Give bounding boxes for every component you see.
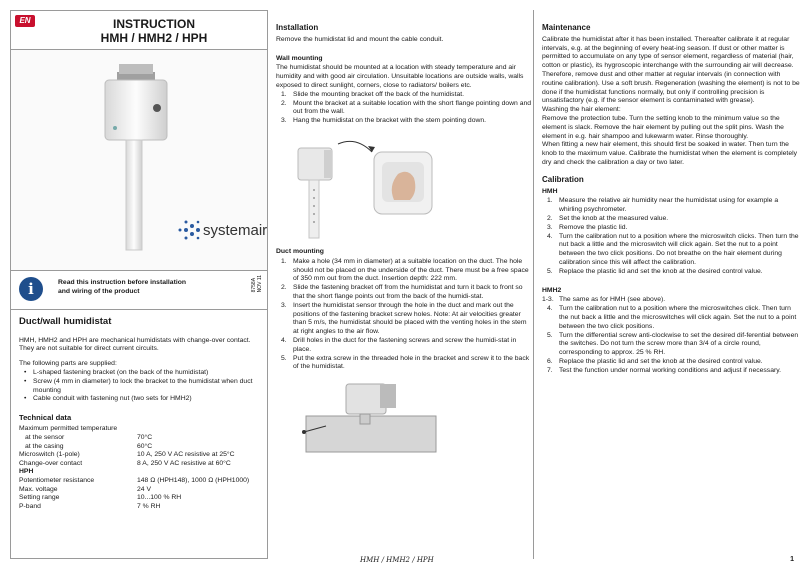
table-row xyxy=(19,443,249,452)
page-number: 1 xyxy=(790,556,794,563)
step-text: Turn the calibration nut to a position where the microswitches click. Then turn the nut back a little and the microswitches will click again. Set the nut to a point between the two click positions. xyxy=(559,305,797,330)
table-row xyxy=(19,477,249,486)
list-item xyxy=(542,296,800,305)
list-item: 4. Turn the calibration nut to a position where the microswitches click. Then turn the nut back a little and the microswitches will click again. Set the nut to a point between the two click positions. xyxy=(547,305,797,330)
step-text: Replace the plastic lid and set the knob at the desired control value. xyxy=(559,267,763,275)
duct-mount-figure xyxy=(276,376,533,454)
list-item: 5. Turn the differential screw anti-clockwise to set the desired dif-ferential between the switches. Do not turn the screw more than 3/4 of a circle round, corresponding to approx. 25 % RH. xyxy=(547,331,799,357)
language-badge: EN xyxy=(15,15,35,27)
table-row xyxy=(19,503,249,512)
section-heading: Duct/wall humidistat xyxy=(19,316,112,327)
list-item: 7. Test the function under normal working conditions and adjust if necessary. xyxy=(547,366,782,374)
intro-section xyxy=(11,310,267,517)
washing-label: Washing the hair element: xyxy=(542,106,621,114)
step-text: Put the extra screw in the threaded hole in the bracket and screw it to the back of the humidistat. xyxy=(293,354,530,371)
hmh2-steps xyxy=(542,296,800,375)
step-text: Turn the differential screw anti-clockwise to set the desired dif-ferential between the switches. Do not turn the screw more than 3/4 of a circle round, corresponding to approx. 25 % RH. xyxy=(559,331,799,357)
intro-paragraph: HMH, HMH2 and HPH are mechanical humidistats with change-over contact. They are not suitable for direct current circuits. xyxy=(19,336,251,353)
list-item: 5. Replace the plastic lid and set the knob at the desired control value. xyxy=(547,267,763,275)
table-key: at the casing xyxy=(25,442,64,450)
doc-code xyxy=(251,275,263,292)
table-value: 7 % RH xyxy=(137,502,161,510)
list-item: 3. Remove the plastic lid. xyxy=(547,223,628,231)
list-item: 4. Drill holes in the duct for the fastening screws and screw the humidi-stat in place. xyxy=(281,336,517,353)
title-line-2: HMH / HMH2 / HPH xyxy=(100,31,208,45)
step-text: Mount the bracket at a suitable location with the short flange pointing down and out from the wall. xyxy=(293,99,532,116)
wall-paragraph: The humidistat should be mounted at a location with steady temperature and air humidity and with good air circulation. Unsuitable locations are outside walls, walls exposed to direct sunlight, corners, close to radiators/ boilers etc. xyxy=(276,64,524,89)
footer-title: HMH / HMH2 / HPH xyxy=(360,556,434,564)
list-item: • Cable conduit with fastening nut (two sets for HMH2) xyxy=(19,395,259,404)
brand-logo-text: systemair xyxy=(203,222,268,239)
installation-heading: Installation xyxy=(276,23,319,32)
wall-mounting-heading: Wall mounting xyxy=(276,54,323,62)
step-text: Measure the relative air humidity near the humidistat using for example a whirling psychrometer. xyxy=(559,197,779,214)
list-item: 3. Hang the humidistat on the bracket with the stem pointing down. xyxy=(281,117,487,125)
step-text: Slide the fastening bracket off from the humidistat and turn it back to front so that the short flange points out from the back of the humidi-stat. xyxy=(293,284,523,300)
step-text: Hang the humidistat on the bracket with the stem pointing down. xyxy=(293,117,487,125)
table-row xyxy=(19,494,249,503)
hmh-steps xyxy=(542,197,800,276)
step-text: Replace the plastic lid and set the knob at the desired control value. xyxy=(559,357,763,365)
wall-mount-figure xyxy=(276,130,533,242)
hmh-heading: HMH xyxy=(542,187,558,195)
table-key: Max. voltage xyxy=(19,485,58,493)
maintenance-heading: Maintenance xyxy=(542,23,591,32)
list-item: 2. Set the knob at the measured value. xyxy=(547,214,669,222)
sensor-stem xyxy=(126,140,142,250)
duct-mounting-heading: Duct mounting xyxy=(276,247,324,255)
technical-table xyxy=(19,434,249,511)
fitting-paragraph: When fitting a new hair element, this should first be soaked in water. Then turn the knob to the maximum value. Calibrate the humidistat when the element is completely dry and check the calibration a day or two later. xyxy=(542,141,798,166)
installation-intro: Remove the humidistat lid and mount the cable conduit. xyxy=(276,35,444,43)
table-value: 70°C xyxy=(137,433,153,441)
notice-box xyxy=(11,271,267,310)
systemair-logo-icon xyxy=(179,221,201,240)
table-value: 148 Ω (HPH148), 1000 Ω (HPH1000) xyxy=(137,476,250,484)
left-column xyxy=(10,10,268,559)
parts-intro: The following parts are supplied: xyxy=(19,359,117,367)
product-photo xyxy=(11,50,267,271)
step-text: The same as for HMH (see above). xyxy=(559,296,666,304)
humidistat-illustration xyxy=(11,50,267,270)
table-value: 24 V xyxy=(137,485,151,493)
table-key: Change-over contact xyxy=(19,459,83,467)
step-text: Slide the mounting bracket off the back of the humidistat. xyxy=(293,90,465,98)
table-key: P-band xyxy=(19,502,41,510)
washing-paragraph: Remove the protection tube. Turn the setting knob to the minimum value so the element is slack. Remove the hair element by pulling out the split pins. Wash the element in e.g. hair shampoo and lukewarm water. Rinse thoroughly. xyxy=(542,114,784,140)
wall-mount-illustration xyxy=(276,130,476,242)
table-value: 10...100 % RH xyxy=(137,494,182,502)
info-icon: i xyxy=(19,277,43,301)
page-header xyxy=(11,11,267,50)
step-text: Drill holes in the duct for the fastening screws and screw the humidi-stat in place. xyxy=(293,336,517,353)
table-row xyxy=(19,468,249,477)
right-column xyxy=(538,10,800,563)
table-key: Setting range xyxy=(19,494,60,502)
duct-mount-illustration xyxy=(276,376,476,454)
step-text: Remove the plastic lid. xyxy=(559,223,628,231)
page-title xyxy=(41,17,267,45)
wall-steps xyxy=(276,91,533,126)
table-row xyxy=(19,451,249,460)
table-key: Microswitch (1-pole) xyxy=(19,451,80,459)
temp-label: Maximum permitted temperature xyxy=(19,425,118,433)
notice-line-1: Read this instruction before installation xyxy=(58,279,187,286)
list-item: 1. Make a hole (34 mm in diameter) at a suitable location on the duct. The hole should not be placed on the underside of the duct. There must be a free space of 350 mm out from the duct. Insertion depth: 222 mm. xyxy=(281,257,529,283)
table-value: 8 A, 250 V AC resistive at 60°C xyxy=(137,459,231,467)
notice-line-2: and wiring of the product xyxy=(58,288,140,295)
table-key: Potentiometer resistance xyxy=(19,476,95,484)
maintenance-paragraph: Calibrate the humidistat after it has been installed. Thereafter calibrate it at regular intervals, e.g. at the beginning of every heat-ing season. If dust or other matter is permitted to accumulate on any type of sensor element, regardless of material (hair, cotton or plastic), its hygroscopic interchange with the surrounding air will decrease. Therefore, remove dust and other matter at regular intervals (in connection with routine calibration). Use a soft brush. Regeneration (washing the element) is not to be done if the humidistat functions normally, but only if controlling precision is unsatisfactory (e.g. if the sensor element is contaminated with grease). xyxy=(542,35,800,105)
list-item: 2. Mount the bracket at a suitable location with the short flange pointing down and out from the wall. xyxy=(281,99,532,116)
list-item: 1. Slide the mounting bracket off the back of the humidistat. xyxy=(281,90,465,98)
step-text: Make a hole (34 mm in diameter) at a suitable location on the duct. The hole should not be placed on the underside of the duct. There must be a free space of 350 mm out from the duct. Insertion depth: 222 mm. xyxy=(293,257,529,283)
table-row xyxy=(19,486,249,495)
middle-column xyxy=(272,10,534,564)
doc-code-1: 8758A xyxy=(251,277,257,293)
parts-list xyxy=(19,369,259,403)
list-item: • L-shaped fastening bracket (on the back of the humidistat) xyxy=(19,369,259,378)
list-item: 3. Insert the humidistat sensor through the hole in the duct and mark out the positions of the fastening bracket screw holes. Note: At air velocities greater than 5 m/s, the humidistat should be placed with the venting holes in the stem at right angles to the air flow. xyxy=(281,301,527,336)
table-value: 10 A, 250 V AC resistive at 25°C xyxy=(137,451,235,459)
table-value: 60°C xyxy=(137,442,153,450)
table-key: at the sensor xyxy=(25,433,65,441)
list-item: 6. Replace the plastic lid and set the knob at the desired control value. xyxy=(547,357,763,365)
table-row xyxy=(19,434,249,443)
notice-text xyxy=(58,278,218,296)
calibration-heading: Calibration xyxy=(542,174,584,184)
step-text: Set the knob at the measured value. xyxy=(559,214,669,222)
hmh2-heading: HMH2 xyxy=(542,286,562,294)
list-item: 1. Measure the relative air humidity near the humidistat using for example a whirling psychrometer. xyxy=(547,197,779,214)
doc-code-2: NOV 11 xyxy=(257,275,263,293)
list-item: 4. Turn the calibration nut to a position where the microswitch clicks. Then turn the nut back a little and the microswitch will click again. Set the nut to a point between the two click positions. Do not breathe on the hair element during calibration since this will affect the calibration. xyxy=(547,232,799,266)
step-text: Test the function under normal working conditions and adjust if necessary. xyxy=(559,366,782,374)
title-line-1: INSTRUCTION xyxy=(113,17,195,31)
list-item: • Screw (4 mm in diameter) to lock the bracket to the humidistat when duct mounting xyxy=(19,378,259,395)
technical-heading: Technical data xyxy=(19,412,72,422)
duct-steps xyxy=(276,258,533,372)
step-text: Insert the humidistat sensor through the hole in the duct and mark out the positions of the fastening bracket screw holes. Note: At air velocities greater than 5 m/s, the humidistat should be placed with the venting holes in the stem at right angles to the air flow. xyxy=(293,301,527,336)
list-item: 5. Put the extra screw in the threaded hole in the bracket and screw it to the back of the humidistat. xyxy=(281,354,530,371)
table-row xyxy=(19,460,249,469)
hph-label: HPH xyxy=(19,468,34,476)
step-number: 1-3. xyxy=(542,296,554,304)
list-item: 2. Slide the fastening bracket off from the humidistat and turn it back to front so that the short flange points out from the back of the humidi-stat. xyxy=(281,284,523,300)
step-text: Turn the calibration nut to a position where the microswitch clicks. Then turn the nut back a little and the microswitch will click again. Set the nut to a point between the two click positions. Do not breathe on the hair element during calibration since this will affect the calibration. xyxy=(559,232,799,266)
